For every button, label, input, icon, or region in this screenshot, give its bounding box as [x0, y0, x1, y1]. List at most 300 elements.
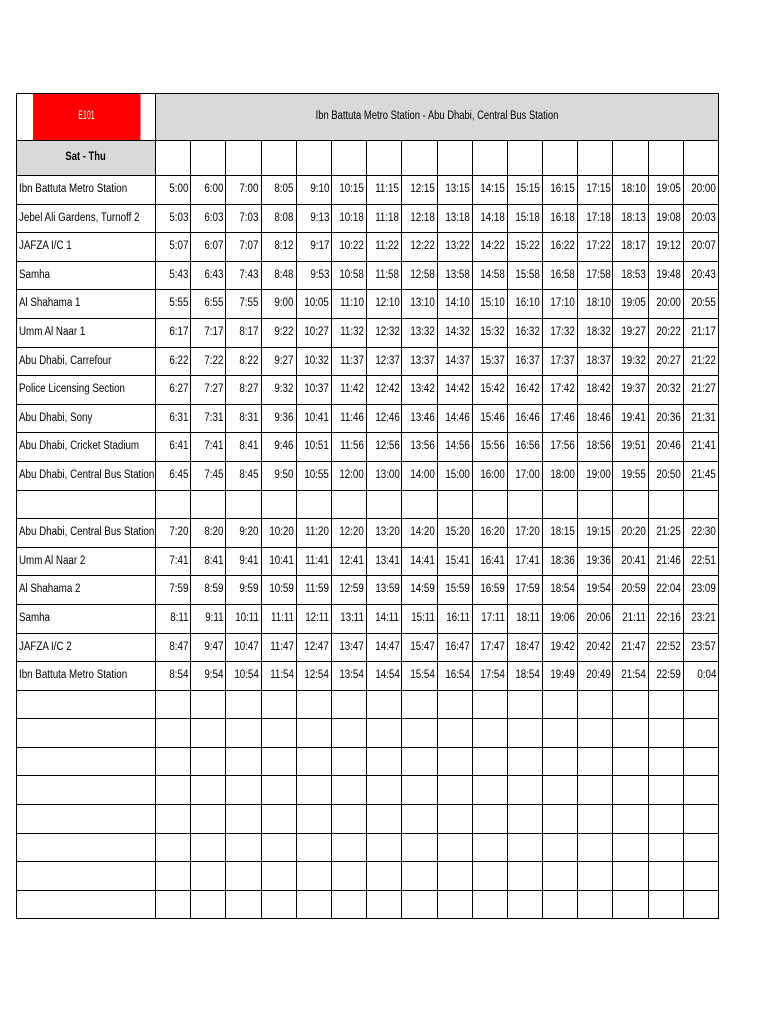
departure-time-text: 12:18 [410, 211, 435, 224]
empty-cell [296, 776, 331, 805]
departure-time-text: 13:56 [410, 440, 435, 453]
empty-cell [648, 719, 683, 748]
departure-time [261, 318, 296, 347]
departure-time [367, 662, 402, 691]
stop-name [17, 290, 156, 319]
departure-time-text: 20:50 [656, 468, 681, 481]
empty-cell [191, 833, 226, 862]
empty-cell [402, 719, 437, 748]
empty-cell [507, 776, 542, 805]
empty-cell [17, 719, 156, 748]
stop-name-text: Jebel Ali Gardens, Turnoff 2 [19, 211, 140, 224]
departure-time-text: 18:13 [621, 211, 646, 224]
departure-time-text: 17:10 [550, 297, 576, 310]
departure-time-text: 17:54 [480, 669, 505, 682]
stop-name [17, 519, 156, 548]
departure-time-text: 23:21 [691, 611, 717, 624]
departure-time-text: 11:47 [270, 640, 294, 653]
departure-time-text: 18:47 [515, 640, 541, 653]
departure-time-text: 13:41 [374, 554, 400, 567]
departure-time-text: 16:47 [445, 640, 470, 653]
departure-time-text: 14:46 [445, 411, 470, 424]
empty-cell [367, 719, 402, 748]
departure-time-text: 10:32 [304, 354, 329, 367]
departure-time-text: 12:47 [304, 640, 329, 653]
route-title [156, 94, 719, 141]
empty-row [17, 862, 719, 891]
empty-cell [191, 490, 226, 519]
departure-time-text: 18:10 [585, 297, 611, 310]
departure-time-text: 16:58 [550, 268, 576, 281]
departure-time-text: 8:20 [204, 526, 224, 539]
departure-time-text: 14:15 [480, 183, 505, 196]
empty-cell [648, 747, 683, 776]
departure-time-text: 11:10 [340, 297, 365, 310]
departure-time-text: 12:32 [374, 326, 400, 339]
departure-time-text: 8:31 [239, 411, 259, 424]
departure-time-text: 11:54 [270, 669, 294, 682]
departure-time-text: 19:27 [621, 326, 646, 339]
departure-time [226, 233, 261, 262]
departure-time [226, 204, 261, 233]
departure-time-text: 21:27 [691, 383, 717, 396]
departure-time [472, 404, 507, 433]
departure-time [367, 347, 402, 376]
departure-time [331, 204, 366, 233]
departure-time-text: 18:17 [621, 240, 646, 253]
empty-cell [507, 890, 542, 919]
departure-time [156, 633, 191, 662]
days-row-empty-cell [648, 141, 683, 176]
departure-time-text: 10:11 [234, 611, 259, 624]
departure-time [191, 662, 226, 691]
departure-time-text: 18:36 [550, 554, 576, 567]
departure-time-text: 10:27 [304, 326, 329, 339]
departure-time [507, 176, 542, 205]
departure-time [191, 547, 226, 576]
stop-name-text: Umm Al Naar 2 [19, 554, 86, 567]
empty-cell [402, 805, 437, 834]
departure-time-text: 13:00 [374, 468, 400, 481]
departure-time [402, 604, 437, 633]
departure-time-text: 19:06 [550, 611, 576, 624]
departure-time [402, 547, 437, 576]
empty-cell [226, 833, 261, 862]
stop-name [17, 318, 156, 347]
departure-time-text: 14:37 [445, 354, 470, 367]
empty-cell [17, 890, 156, 919]
departure-time-text: 7:31 [204, 411, 224, 424]
departure-time [296, 261, 331, 290]
departure-time [578, 318, 613, 347]
empty-cell [507, 833, 542, 862]
departure-time [191, 176, 226, 205]
empty-cell [683, 776, 718, 805]
table-row [17, 662, 719, 691]
departure-time-text: 9:46 [274, 440, 294, 453]
departure-time [226, 519, 261, 548]
departure-time [613, 290, 648, 319]
departure-time [613, 604, 648, 633]
empty-cell [191, 776, 226, 805]
table-row [17, 233, 719, 262]
departure-time [683, 318, 718, 347]
departure-time [613, 404, 648, 433]
departure-time-text: 16:59 [480, 583, 505, 596]
departure-time [226, 261, 261, 290]
departure-time-text: 10:41 [269, 554, 294, 567]
departure-time [156, 547, 191, 576]
empty-cell [261, 890, 296, 919]
departure-time-text: 14:11 [375, 611, 400, 624]
departure-time-text: 15:54 [410, 669, 435, 682]
departure-time [543, 519, 578, 548]
departure-time [437, 233, 472, 262]
empty-cell [156, 690, 191, 719]
departure-time [613, 547, 648, 576]
departure-time-text: 0:04 [697, 669, 717, 682]
departure-time-text: 9:27 [274, 354, 294, 367]
departure-time [683, 576, 718, 605]
departure-time [156, 662, 191, 691]
departure-time-text: 20:55 [691, 297, 717, 310]
departure-time-text: 11:41 [305, 554, 329, 567]
departure-time-text: 13:47 [339, 640, 365, 653]
stop-name [17, 547, 156, 576]
departure-time-text: 20:22 [656, 326, 681, 339]
departure-time-text: 12:00 [339, 468, 365, 481]
departure-time-text: 13:20 [374, 526, 400, 539]
departure-time-text: 16:56 [515, 440, 541, 453]
empty-row [17, 719, 719, 748]
departure-time [507, 290, 542, 319]
departure-time [648, 433, 683, 462]
departure-time-text: 16:54 [445, 669, 470, 682]
table-row [17, 376, 719, 405]
departure-time-text: 20:03 [691, 211, 717, 224]
table-row [17, 204, 719, 233]
empty-cell [296, 862, 331, 891]
empty-cell [296, 690, 331, 719]
departure-time-text: 8:41 [239, 440, 259, 453]
departure-time-text: 19:32 [621, 354, 646, 367]
departure-time-text: 6:43 [204, 268, 224, 281]
departure-time-text: 5:55 [169, 297, 189, 310]
departure-time-text: 20:41 [621, 554, 646, 567]
empty-cell [543, 690, 578, 719]
departure-time [437, 318, 472, 347]
departure-time [156, 404, 191, 433]
table-row [17, 547, 719, 576]
departure-time-text: 11:18 [375, 211, 400, 224]
departure-time [261, 290, 296, 319]
departure-time [296, 233, 331, 262]
empty-row [17, 490, 719, 519]
departure-time-text: 18:37 [585, 354, 611, 367]
departure-time [683, 376, 718, 405]
days-row-empty-cell [472, 141, 507, 176]
departure-time-text: 13:54 [339, 669, 365, 682]
departure-time [191, 576, 226, 605]
stop-name-text: Ibn Battuta Metro Station [19, 669, 128, 682]
departure-time-text: 16:32 [515, 326, 541, 339]
departure-time-text: 15:00 [445, 468, 470, 481]
departure-time-text: 19:05 [621, 297, 646, 310]
empty-cell [437, 690, 472, 719]
departure-time-text: 10:20 [269, 526, 294, 539]
empty-cell [648, 805, 683, 834]
departure-time-text: 15:11 [410, 611, 435, 624]
departure-time [543, 376, 578, 405]
departure-time [613, 204, 648, 233]
empty-cell [402, 890, 437, 919]
departure-time-text: 13:58 [445, 268, 470, 281]
departure-time-text: 6:07 [204, 240, 224, 253]
table-row [17, 633, 719, 662]
empty-cell [507, 747, 542, 776]
departure-time [156, 433, 191, 462]
departure-time-text: 8:22 [239, 354, 259, 367]
departure-time-text: 10:54 [234, 669, 259, 682]
departure-time-text: 17:32 [550, 326, 576, 339]
departure-time [226, 576, 261, 605]
empty-cell [261, 747, 296, 776]
empty-cell [226, 719, 261, 748]
departure-time-text: 10:58 [339, 268, 365, 281]
departure-time-text: 10:15 [339, 183, 365, 196]
departure-time [472, 662, 507, 691]
departure-time-text: 18:32 [585, 326, 611, 339]
empty-cell [156, 862, 191, 891]
departure-time [296, 347, 331, 376]
stop-name-text: Police Licensing Section [19, 383, 125, 396]
departure-time-text: 10:51 [304, 440, 329, 453]
departure-time-text: 16:22 [550, 240, 576, 253]
empty-cell [226, 747, 261, 776]
departure-time [261, 633, 296, 662]
empty-cell [402, 833, 437, 862]
departure-time-text: 6:31 [169, 411, 189, 424]
departure-time-text: 16:11 [445, 611, 470, 624]
departure-time [156, 176, 191, 205]
departure-time-text: 8:17 [239, 326, 259, 339]
departure-time-text: 17:42 [550, 383, 576, 396]
departure-time [226, 433, 261, 462]
days-row-empty-cell [543, 141, 578, 176]
departure-time [331, 376, 366, 405]
departure-time [472, 633, 507, 662]
departure-time-text: 16:20 [480, 526, 505, 539]
departure-time-text: 13:10 [410, 297, 435, 310]
departure-time-text: 18:42 [585, 383, 611, 396]
departure-time [156, 290, 191, 319]
departure-time [437, 347, 472, 376]
empty-cell [613, 890, 648, 919]
departure-time [683, 176, 718, 205]
days-row [17, 141, 719, 176]
empty-row [17, 690, 719, 719]
departure-time [331, 318, 366, 347]
departure-time [437, 204, 472, 233]
departure-time [578, 376, 613, 405]
departure-time-text: 15:59 [445, 583, 470, 596]
departure-time [226, 662, 261, 691]
departure-time-text: 17:58 [585, 268, 611, 281]
empty-cell [543, 890, 578, 919]
days-row-empty-cell [156, 141, 191, 176]
departure-time [683, 633, 718, 662]
empty-cell [156, 805, 191, 834]
departure-time-text: 13:59 [374, 583, 400, 596]
departure-time-text: 12:22 [410, 240, 435, 253]
departure-time [261, 233, 296, 262]
departure-time [648, 376, 683, 405]
departure-time [296, 604, 331, 633]
departure-time-text: 6:22 [169, 354, 189, 367]
empty-cell [402, 862, 437, 891]
departure-time [472, 176, 507, 205]
empty-cell [437, 805, 472, 834]
departure-time [543, 662, 578, 691]
departure-time [261, 176, 296, 205]
departure-time [648, 519, 683, 548]
empty-cell [367, 690, 402, 719]
departure-time [331, 290, 366, 319]
departure-time-text: 20:07 [691, 240, 717, 253]
empty-cell [261, 805, 296, 834]
empty-cell [261, 690, 296, 719]
departure-time-text: 5:03 [169, 211, 189, 224]
stop-name [17, 433, 156, 462]
empty-cell [472, 862, 507, 891]
departure-time-text: 18:11 [516, 611, 541, 624]
departure-time [402, 261, 437, 290]
empty-cell [331, 862, 366, 891]
empty-cell [507, 862, 542, 891]
departure-time-text: 15:41 [445, 554, 470, 567]
departure-time-text: 6:41 [169, 440, 189, 453]
departure-time-text: 8:47 [169, 640, 189, 653]
empty-cell [578, 747, 613, 776]
departure-time [578, 347, 613, 376]
departure-time [543, 404, 578, 433]
empty-cell [683, 862, 718, 891]
departure-time [437, 404, 472, 433]
departure-time [472, 519, 507, 548]
departure-time [613, 318, 648, 347]
departure-time [683, 347, 718, 376]
stop-name-text: Al Shahama 2 [19, 583, 81, 596]
empty-cell [437, 776, 472, 805]
departure-time-text: 6:45 [169, 468, 189, 481]
departure-time [261, 261, 296, 290]
departure-time [437, 633, 472, 662]
departure-time-text: 12:10 [374, 297, 400, 310]
stop-name-text: JAFZA I/C 1 [19, 240, 72, 253]
departure-time [578, 547, 613, 576]
departure-time-text: 14:58 [480, 268, 505, 281]
departure-time-text: 15:58 [515, 268, 541, 281]
departure-time-text: 12:41 [339, 554, 365, 567]
departure-time [191, 290, 226, 319]
departure-time [296, 176, 331, 205]
departure-time [648, 404, 683, 433]
departure-time-text: 15:10 [480, 297, 505, 310]
departure-time [437, 662, 472, 691]
empty-cell [613, 776, 648, 805]
empty-cell [472, 805, 507, 834]
departure-time-text: 11:37 [340, 354, 365, 367]
departure-time [683, 290, 718, 319]
departure-time-text: 17:47 [480, 640, 505, 653]
empty-cell [156, 747, 191, 776]
departure-time [331, 404, 366, 433]
empty-cell [683, 805, 718, 834]
departure-time [543, 576, 578, 605]
departure-time-text: 17:15 [585, 183, 611, 196]
days-row-empty-cell [226, 141, 261, 176]
empty-cell [296, 490, 331, 519]
departure-time-text: 6:03 [204, 211, 224, 224]
departure-time-text: 15:47 [410, 640, 435, 653]
empty-cell [543, 805, 578, 834]
timetable [16, 93, 719, 919]
empty-cell [367, 490, 402, 519]
empty-cell [578, 490, 613, 519]
departure-time [367, 204, 402, 233]
departure-time-text: 21:22 [691, 354, 717, 367]
departure-time-text: 14:32 [445, 326, 470, 339]
departure-time [402, 233, 437, 262]
departure-time [191, 433, 226, 462]
departure-time [191, 519, 226, 548]
departure-time-text: 15:42 [480, 383, 505, 396]
departure-time [437, 519, 472, 548]
departure-time [367, 176, 402, 205]
table-row [17, 176, 719, 205]
departure-time [331, 347, 366, 376]
departure-time-text: 10:59 [269, 583, 294, 596]
departure-time [402, 318, 437, 347]
departure-time [613, 576, 648, 605]
departure-time [648, 662, 683, 691]
departure-time [578, 461, 613, 490]
departure-time [437, 290, 472, 319]
service-days-text: Sat - Thu [65, 151, 107, 164]
departure-time-text: 20:59 [621, 583, 646, 596]
departure-time [331, 662, 366, 691]
departure-time [226, 347, 261, 376]
table-row [17, 261, 719, 290]
departure-time-text: 17:46 [550, 411, 576, 424]
departure-time [331, 176, 366, 205]
departure-time [367, 461, 402, 490]
departure-time-text: 9:54 [204, 669, 224, 682]
departure-time [331, 519, 366, 548]
departure-time [261, 519, 296, 548]
table-row [17, 519, 719, 548]
stop-name-text: Abu Dhabi, Carrefour [19, 354, 112, 367]
departure-time-text: 21:47 [621, 640, 646, 653]
departure-time [613, 347, 648, 376]
departure-time [507, 433, 542, 462]
empty-cell [578, 776, 613, 805]
empty-cell [578, 805, 613, 834]
departure-time [472, 433, 507, 462]
departure-time-text: 13:46 [410, 411, 435, 424]
departure-time-text: 7:43 [239, 268, 259, 281]
stop-name-text: Samha [19, 611, 50, 624]
